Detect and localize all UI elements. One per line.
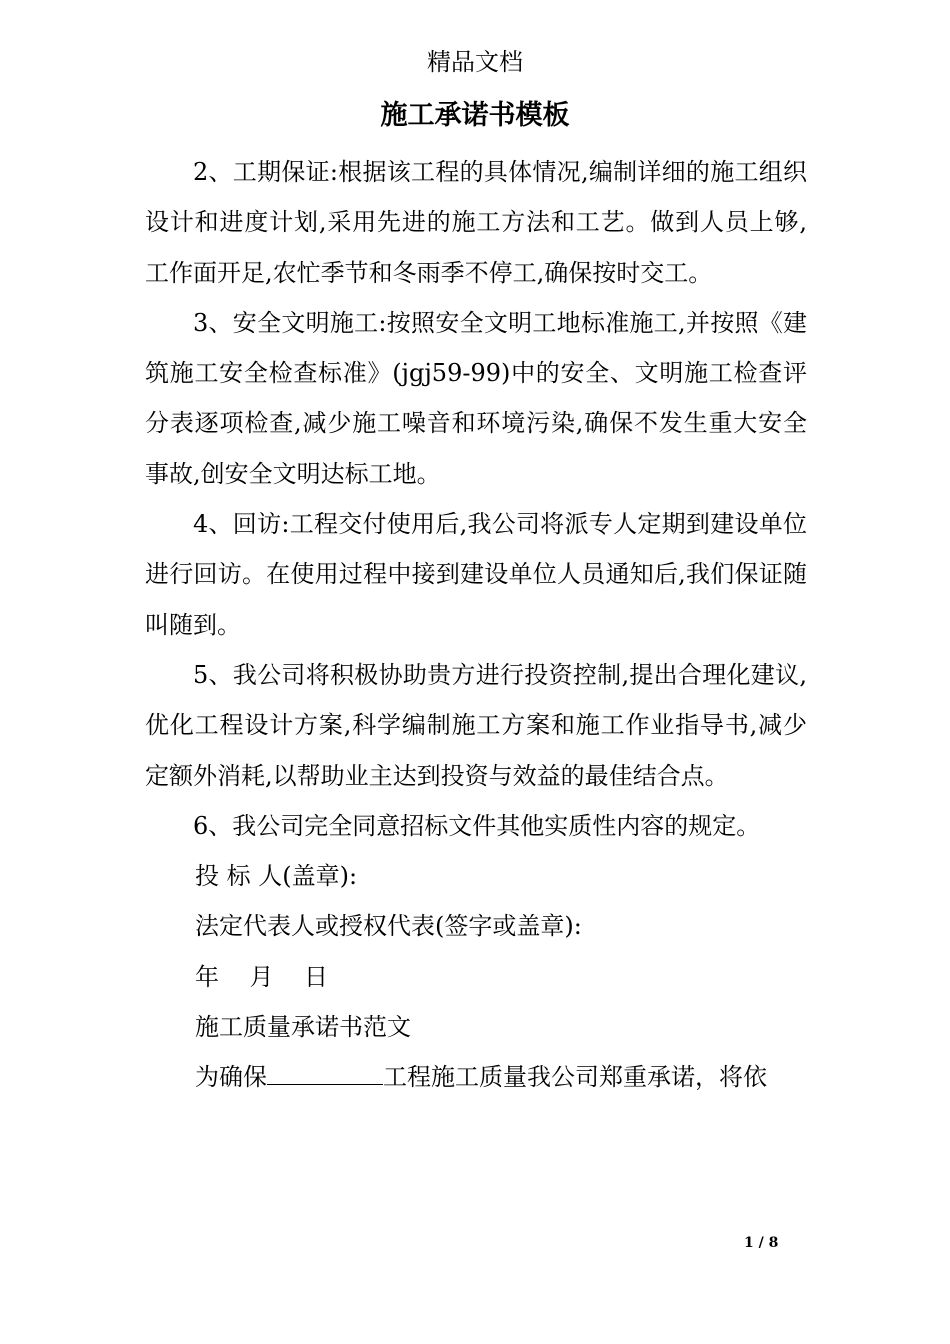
running-header: 精品文档 bbox=[427, 48, 523, 76]
representative-signature-line: 法定代表人或授权代表(签字或盖章): bbox=[195, 912, 582, 941]
paragraph-agreement: 6、我公司完全同意招标文件其他实质性内容的规定。 bbox=[193, 811, 761, 840]
paragraph-safety-construction: 3、安全文明施工:按照安全文明工地标准施工,并按照《建筑施工安全检查标准》(jgj59-99)中的安全、文明施工检查评分表逐项检查,减少施工噪音和环境污染,确保不发生重大安全事故,创安全文明达标工地。 bbox=[145, 308, 807, 488]
paragraph-investment-control: 5、我公司将积极协助贵方进行投资控制,提出合理化建议,优化工程设计方案,科学编制施工方案和施工作业指导书,减少定额外消耗,以帮助业主达到投资与效益的最佳结合点。 bbox=[145, 660, 807, 790]
commitment-text-after: 工程施工质量我公司郑重承诺，将依 bbox=[383, 1063, 767, 1092]
date-line: 年 月 日 bbox=[195, 962, 329, 991]
paragraph-schedule-guarantee: 2、工期保证:根据该工程的具体情况,编制详细的施工组织设计和进度计划,采用先进的施工方法和工艺。做到人员上够,工作面开足,农忙季节和冬雨季不停工,确保按时交工。 bbox=[145, 158, 807, 287]
commitment-opening-line bbox=[145, 1052, 807, 1102]
project-name-blank bbox=[267, 1062, 383, 1085]
paragraph-follow-up-visit: 4、回访:工程交付使用后,我公司将派专人定期到建设单位进行回访。在使用过程中接到建设单位人员通知后,我们保证随叫随到。 bbox=[145, 510, 807, 639]
commitment-text-before: 为确保 bbox=[195, 1063, 267, 1092]
document-title: 施工承诺书模板 bbox=[380, 100, 570, 131]
page-number: 1 / 8 bbox=[744, 1235, 779, 1251]
section-subtitle: 施工质量承诺书范文 bbox=[195, 1013, 411, 1042]
document-body bbox=[145, 147, 807, 1103]
bidder-signature-line: 投 标 人(盖章): bbox=[195, 862, 358, 891]
